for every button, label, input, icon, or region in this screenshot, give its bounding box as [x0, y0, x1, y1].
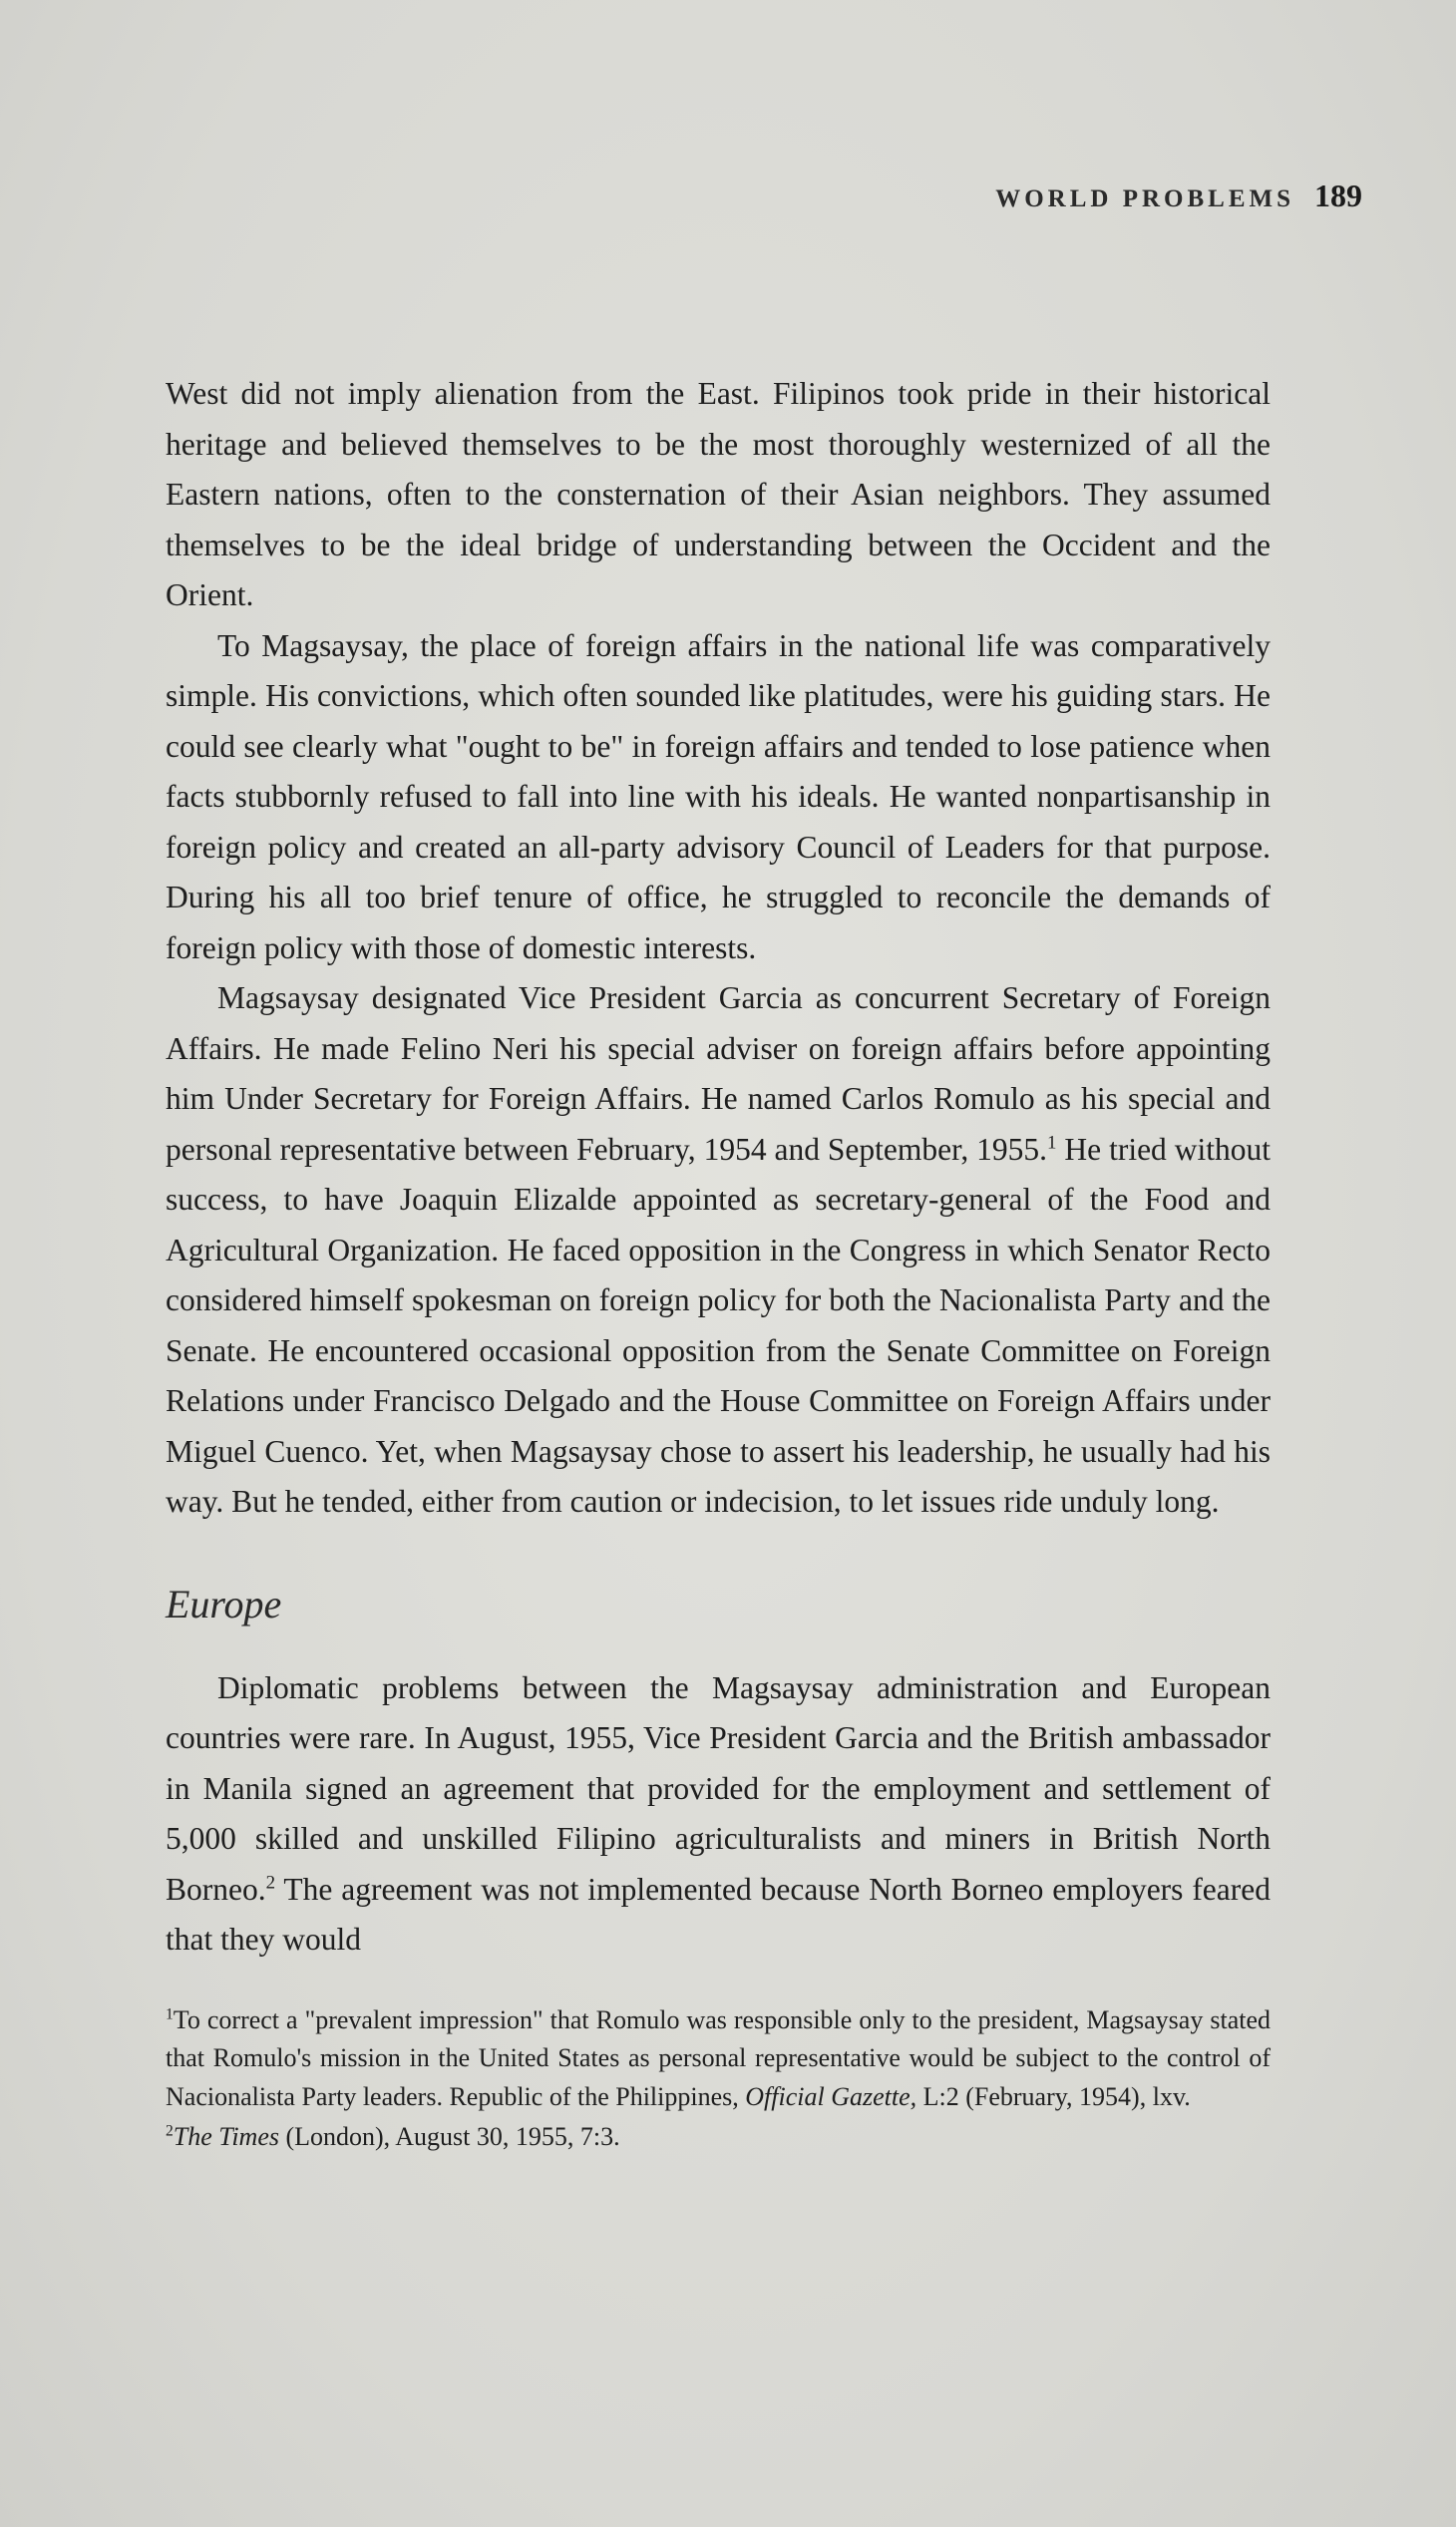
paragraph-4-part-2: The agreement was not implemented because North Borneo employers feared that they would [166, 1871, 1271, 1957]
paragraph-4-part-1: Diplomatic problems between the Magsaysay administration and European countries were rare. In August, 1955, Vice President Garcia and the British ambassador in Manila signed an agreement that provided for the employment and settlement of 5,000 skilled and unskilled Filipino agriculturalists and miners in British North Borneo. [166, 1669, 1271, 1907]
paragraph-4 [166, 1663, 1271, 1966]
paragraph-1: West did not imply alienation from the East. Filipinos took pride in their historical heritage and believed themselves to be the most thoroughly westernized of all the Eastern nations, often to the consternation of their Asian neighbors. They assumed themselves to be the ideal bridge of understanding between the Occident and the Orient. [166, 376, 1271, 612]
footnote-2 [166, 2118, 1271, 2157]
body-text [166, 369, 1271, 2157]
running-title: WORLD PROBLEMS [995, 185, 1294, 212]
footnote-1-mark: 1 [166, 2004, 174, 2022]
section-heading-europe: Europe [166, 1581, 282, 1626]
footnote-1-text-a: To correct a "prevalent impression" that Romulo was responsible only to the president, Magsaysay stated that Romulo's mission in the United States as personal representative would be subject to the control of Nacionalista Party leaders. Republic of the Philippines, [166, 2004, 1271, 2111]
footnotes [166, 2001, 1271, 2157]
paragraph-3-part-1: Magsaysay designated Vice President Garcia as concurrent Secretary of Foreign Affairs. He made Felino Neri his special adviser on foreign affairs before appointing him Under Secretary for Foreign Affairs. He named Carlos Romulo as his special and personal representative between February, 1954 and September, 1955. [166, 980, 1271, 1167]
page-number: 189 [1314, 178, 1362, 213]
footnote-1-source: Official Gazette, [745, 2081, 917, 2111]
footnote-2-source: The Times [173, 2122, 279, 2151]
running-head [995, 178, 1362, 214]
paragraph-3-part-2: He tried without success, to have Joaquin Elizalde appointed as secretary-general of the Food and Agricultural Organization. He faced opposition in the Congress in which Senator Recto considered himself spokesman on foreign policy for both the Nacionalista Party and the Senate. He encountered occasional opposition from the Senate Committee on Foreign Relations under Francisco Delgado and the House Committee on Foreign Affairs under Miguel Cuenco. Yet, when Magsaysay chose to assert his leadership, he usually had his way. But he tended, either from caution or indecision, to let issues ride unduly long. [166, 1131, 1271, 1519]
footnote-ref-2: 2 [265, 1872, 276, 1893]
paragraph-3 [166, 973, 1271, 1528]
paragraph-2: To Magsaysay, the place of foreign affairs in the national life was comparatively simple. His convictions, which often sounded like platitudes, were his guiding stars. He could see clearly what "ought to be" in foreign affairs and tended to lose patience when facts stubbornly refused to fall into line with his ideals. He wanted nonpartisanship in foreign policy and created an all-party advisory Council of Leaders for that purpose. During his all too brief tenure of office, he struggled to reconcile the demands of foreign policy with those of domestic interests. [166, 627, 1271, 965]
footnote-1-text-b: L:2 (February, 1954), lxv. [916, 2081, 1191, 2111]
footnote-1 [166, 2001, 1271, 2117]
footnote-2-text: (London), August 30, 1955, 7:3. [278, 2122, 620, 2151]
footnote-ref-1: 1 [1047, 1132, 1057, 1153]
footnote-2-mark: 2 [166, 2122, 174, 2140]
